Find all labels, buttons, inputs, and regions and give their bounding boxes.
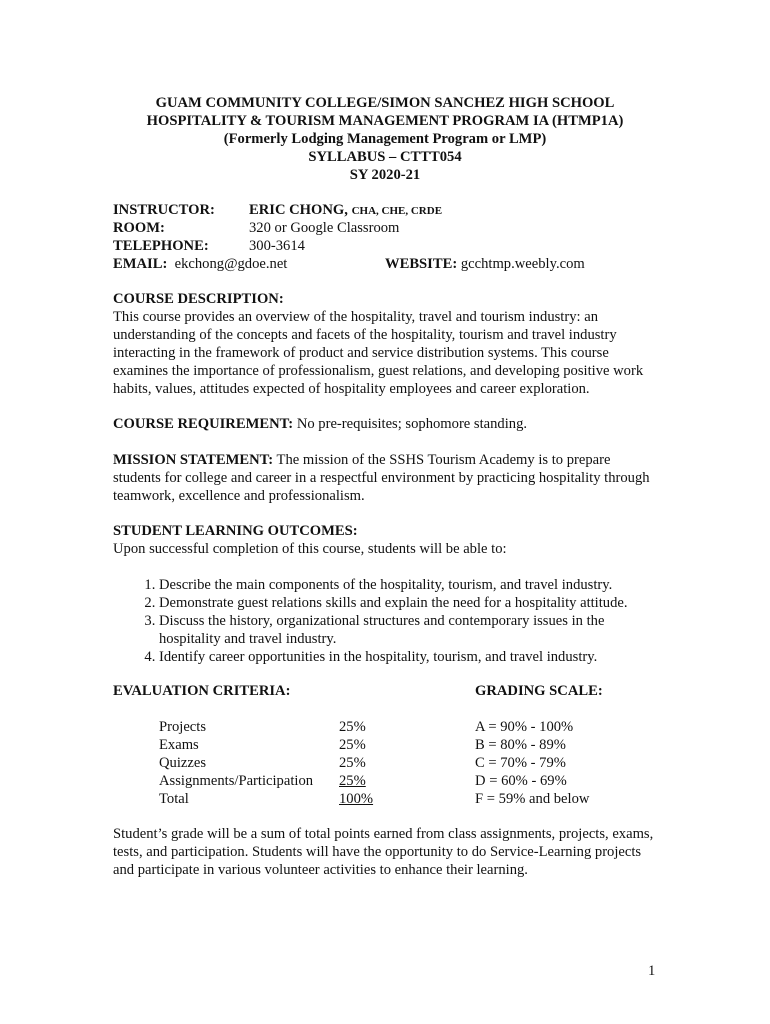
instructor-label: INSTRUCTOR: <box>113 202 215 218</box>
room-label: ROOM: <box>113 220 165 236</box>
grade-scale-item: C = 70% - 79% <box>475 755 566 771</box>
email-group <box>113 255 287 273</box>
instructor-credentials: CHA, CHE, CRDE <box>351 205 443 217</box>
header-line-program: HOSPITALITY & TOURISM MANAGEMENT PROGRAM IA (HTMP1A) <box>146 113 624 129</box>
header-line-syllabus: SYLLABUS – CTTT054 <box>308 149 462 165</box>
criteria-row <box>159 718 409 736</box>
criteria-total-row <box>159 790 409 808</box>
instructor-info <box>113 201 673 273</box>
course-description-text: This course provides an overview of the hospitality, travel and tourism industry: an understanding of the concepts and facets of the hospitality, tourism and travel industry interacting in the framework of product and service distribution systems. This course examines the importance of professionalism, guest relations, and developing positive work habits, values, attitudes expected of hospitality employees and career exploration. <box>113 309 644 397</box>
outcome-item: 2. Demonstrate guest relations skills and explain the need for a hospitality attitude. <box>159 594 658 612</box>
grade-scale-item: D = 60% - 69% <box>475 773 567 789</box>
instructor-row <box>113 201 673 219</box>
criteria-percent: 25% <box>339 719 366 735</box>
criteria-name: Total <box>159 791 189 807</box>
course-requirement-section <box>113 415 658 433</box>
telephone-value: 300-3614 <box>249 238 305 254</box>
criteria-row <box>159 736 409 754</box>
header-line-school: GUAM COMMUNITY COLLEGE/SIMON SANCHEZ HIGH SCHOOL <box>155 95 615 111</box>
outcome-item: 4. Identify career opportunities in the hospitality, tourism, and travel industry. <box>159 648 658 666</box>
header-line-school-year: SY 2020-21 <box>349 167 421 183</box>
criteria-percent: 25% <box>339 773 366 789</box>
outcomes-list <box>113 576 658 666</box>
course-description-heading: COURSE DESCRIPTION: <box>113 291 284 307</box>
instructor-name: ERIC CHONG, <box>249 202 348 218</box>
grade-scale-item: F = 59% and below <box>475 791 590 807</box>
mission-section <box>113 451 658 505</box>
page-number: 1 <box>648 963 656 979</box>
telephone-row <box>113 237 673 255</box>
mission-text: The mission of the SSHS Tourism Academy is to prepare students for college and career in a respectful environment by practicing hospitality through teamwork, excellence and professionalism. <box>113 452 650 504</box>
criteria-name: Assignments/Participation <box>159 773 314 789</box>
mission-heading: MISSION STATEMENT: <box>113 452 274 468</box>
website-value[interactable]: gcchtmp.weebly.com <box>460 256 585 272</box>
email-row <box>113 255 673 273</box>
criteria-row <box>159 772 409 790</box>
email-value[interactable]: ekchong@gdoe.net <box>174 256 288 272</box>
outcomes-section <box>113 522 658 666</box>
criteria-name: Exams <box>159 737 199 753</box>
grading-heading: GRADING SCALE: <box>475 683 603 699</box>
website-group <box>385 255 585 273</box>
course-requirement-text: No pre-requisites; sophomore standing. <box>296 416 528 432</box>
header-line-former-name: (Formerly Lodging Management Program or LMP) <box>223 131 547 147</box>
criteria-percent: 25% <box>339 737 366 753</box>
document-header <box>0 94 770 184</box>
closing-paragraph: Student’s grade will be a sum of total points earned from class assignments, projects, exams, tests, and participation. Students will have the opportunity to do Service-Learning projects and participate in various volunteer activities to enhance their learning. <box>113 826 654 878</box>
room-row <box>113 219 673 237</box>
criteria-percent: 25% <box>339 755 366 771</box>
outcomes-heading: STUDENT LEARNING OUTCOMES: <box>113 523 358 539</box>
criteria-name: Quizzes <box>159 755 207 771</box>
grade-scale-item: A = 90% - 100% <box>475 719 574 735</box>
outcomes-intro: Upon successful completion of this course, students will be able to: <box>113 541 507 557</box>
telephone-label: TELEPHONE: <box>113 238 209 254</box>
outcome-item: 3. Discuss the history, organizational structures and contemporary issues in the hospitality and travel industry. <box>159 612 658 648</box>
grade-scale-item: B = 80% - 89% <box>475 737 566 753</box>
course-description-section <box>113 290 658 398</box>
email-label: EMAIL: <box>113 256 168 272</box>
room-value: 320 or Google Classroom <box>249 220 400 236</box>
course-requirement-heading: COURSE REQUIREMENT: <box>113 416 294 432</box>
criteria-row <box>159 754 409 772</box>
instructor-value <box>249 201 442 220</box>
evaluation-heading: EVALUATION CRITERIA: <box>113 683 291 699</box>
outcome-item: 1. Describe the main components of the hospitality, tourism, and travel industry. <box>159 576 658 594</box>
criteria-percent: 100% <box>339 791 374 807</box>
website-label: WEBSITE: <box>385 256 458 272</box>
criteria-name: Projects <box>159 719 207 735</box>
